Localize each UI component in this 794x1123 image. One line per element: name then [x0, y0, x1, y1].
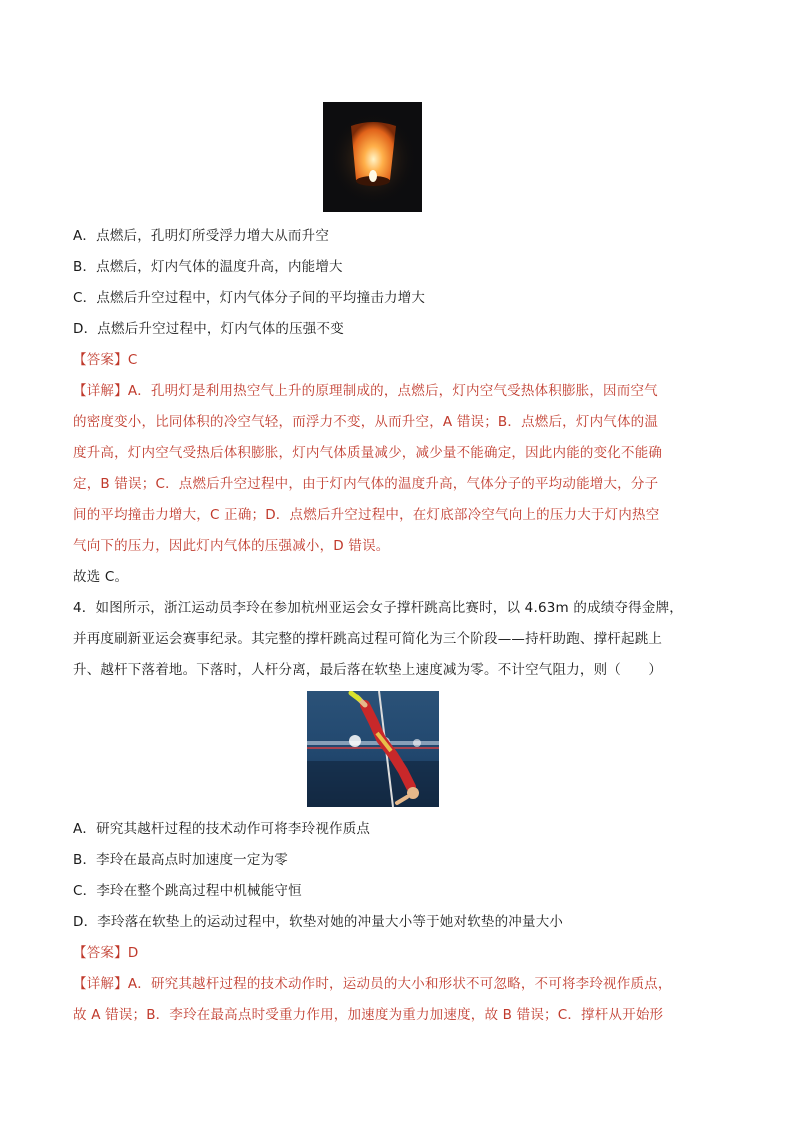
q4-option-c: C．李玲在整个跳高过程中机械能守恒	[73, 883, 302, 899]
q4-option-a: A．研究其越杆过程的技术动作可将李玲视作质点	[73, 821, 371, 837]
q3-detail-line-3: 度升高，灯内空气受热后体积膨胀，灯内气体质量减少，减少量不能确定，因此内能的变化不能确	[73, 445, 663, 461]
pole-vault-photo	[307, 691, 439, 807]
answer-label: 【答案】	[73, 352, 128, 368]
sky-lantern-photo	[323, 102, 422, 212]
q4-option-d: D．李玲落在软垫上的运动过程中，软垫对她的冲量大小等于她对软垫的冲量大小	[73, 914, 564, 930]
q4-detail-line-2: 故 A 错误；B．李玲在最高点时受重力作用，加速度为重力加速度，故 B 错误；C．撑杆从开始形	[73, 1007, 664, 1023]
q4-stem-line-2: 并再度刷新亚运会赛事纪录。其完整的撑杆跳高过程可简化为三个阶段——持杆助跑、撑杆起跳上	[73, 631, 663, 647]
q3-answer	[73, 351, 137, 369]
answer-value: D	[127, 945, 139, 961]
detail-text: A．孔明灯是利用热空气上升的原理制成的，点燃后，灯内空气受热体积膨胀，因而空气	[127, 383, 658, 399]
answer-value: C	[127, 352, 138, 368]
q3-detail-line-5: 间的平均撞击力增大，C 正确；D．点燃后升空过程中，在灯底部冷空气向上的压力大于灯内热空	[73, 507, 660, 523]
q3-conclusion: 故选 C。	[73, 569, 129, 585]
q4-stem-line-1: 4．如图所示，浙江运动员李玲在参加杭州亚运会女子撑杆跳高比赛时，以 4.63m 的成绩夺得金牌，	[73, 600, 683, 616]
q3-detail-line-4: 定，B 错误；C．点燃后升空过程中，由于灯内气体的温度升高，气体分子的平均动能增大，分子	[73, 476, 659, 492]
answer-label: 【答案】	[73, 945, 128, 961]
q3-detail-line-2: 的密度变小，比同体积的冷空气轻，而浮力不变，从而升空，A 错误；B．点燃后，灯内气体的温	[73, 414, 659, 430]
pole-vault-illustration	[307, 691, 439, 807]
q3-detail-line-1	[73, 382, 658, 400]
q3-option-d: D．点燃后升空过程中，灯内气体的压强不变	[73, 321, 344, 337]
detail-label: 【详解】	[73, 976, 128, 992]
q3-option-b: B．点燃后，灯内气体的温度升高，内能增大	[73, 259, 343, 275]
q4-answer	[73, 944, 138, 962]
q3-detail-line-6: 气向下的压力，因此灯内气体的压强减小，D 错误。	[73, 538, 390, 554]
detail-text: A．研究其越杆过程的技术动作时，运动员的大小和形状不可忽略，不可将李玲视作质点，	[127, 976, 672, 992]
q3-option-a: A．点燃后，孔明灯所受浮力增大从而升空	[73, 228, 330, 244]
q3-option-c: C．点燃后升空过程中，灯内气体分子间的平均撞击力增大	[73, 290, 426, 306]
detail-label: 【详解】	[73, 383, 128, 399]
q4-stem-line-3: 升、越杆下落着地。下落时，人杆分离，最后落在软垫上速度减为零。不计空气阻力，则（ ）	[73, 662, 663, 678]
sky-lantern-illustration	[323, 102, 422, 212]
q4-option-b: B．李玲在最高点时加速度一定为零	[73, 852, 288, 868]
q4-detail-line-1	[73, 975, 672, 993]
